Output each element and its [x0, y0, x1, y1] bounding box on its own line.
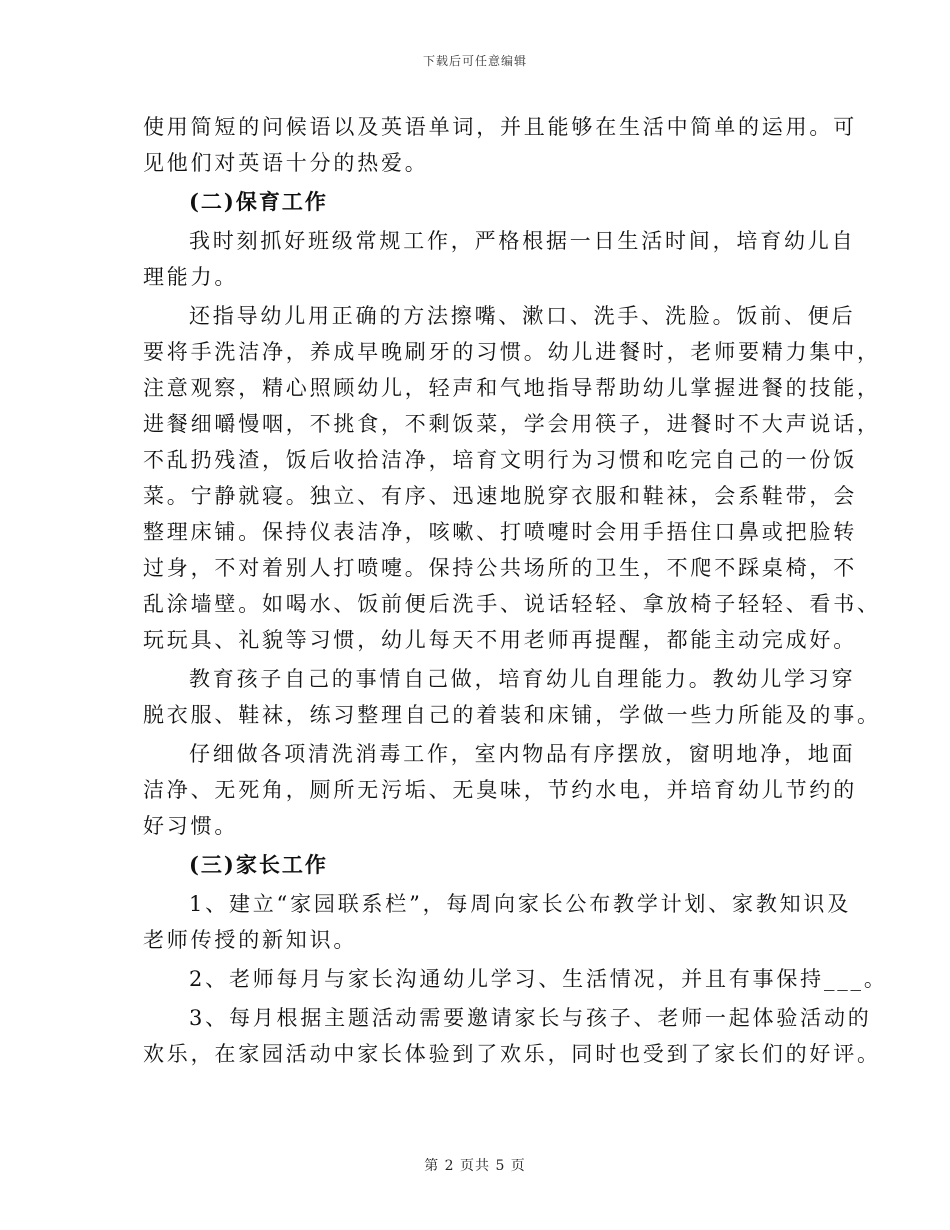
section-heading-parents: (三)家长工作	[189, 852, 328, 877]
body-line: 欢乐，在家园活动中家长体验到了欢乐，同时也受到了家长们的好评。	[143, 1042, 881, 1066]
list-item-2: 2、老师每月与家长沟通幼儿学习、生活情况，并且有事保持___。	[189, 967, 888, 991]
page-header: 下载后可任意编辑	[422, 54, 527, 68]
body-line: 洁净、无死角，厕所无污垢、无臭味，节约水电，并培育幼儿节约的	[143, 778, 857, 802]
body-line: 不乱扔残渣，饭后收拾洁净，培育文明行为习惯和吃完自己的一份饭	[143, 448, 857, 472]
body-line: 好习惯。	[143, 814, 239, 838]
body-line: 见他们对英语十分的热爱。	[143, 151, 429, 175]
body-line: 过身，不对着别人打喷嚏。保持公共场所的卫生，不爬不踩桌椅，不	[143, 556, 857, 580]
paragraph-start: 教育孩子自己的事情自己做，培育幼儿自理能力。教幼儿学习穿	[189, 667, 856, 691]
body-line: 菜。宁静就寝。独立、有序、迅速地脱穿衣服和鞋袜，会系鞋带，会	[143, 484, 857, 508]
body-line: 要将手洗洁净，养成早晚刷牙的习惯。幼儿进餐时，老师要精力集中，	[143, 340, 881, 364]
page-footer: 第 2 页共 5 页	[424, 1158, 526, 1174]
document-body	[143, 109, 888, 1072]
paragraph-start: 仔细做各项清洗消毒工作，室内物品有序摆放，窗明地净，地面	[189, 742, 856, 766]
list-item-1: 1、建立“家园联系栏”，每周向家长公布教学计划、家教知识及	[189, 892, 852, 916]
body-line: 进餐细嚼慢咽，不挑食，不剩饭菜，学会用筷子，进餐时不大声说话，	[143, 412, 881, 436]
body-line: 理能力。	[143, 265, 239, 289]
body-line: 乱涂墙壁。如喝水、饭前便后洗手、说话轻轻、拿放椅子轻轻、看书、	[143, 592, 881, 616]
body-line: 注意观察，精心照顾幼儿，轻声和气地指导帮助幼儿掌握进餐的技能，	[143, 376, 881, 400]
body-line: 玩玩具、礼貌等习惯，幼儿每天不用老师再提醒，都能主动完成好。	[143, 628, 857, 652]
paragraph-start: 我时刻抓好班级常规工作，严格根据一日生活时间，培育幼儿自	[189, 229, 856, 253]
body-line: 使用简短的问候语以及英语单词，并且能够在生活中简单的运用。可	[143, 115, 857, 139]
paragraph-start: 还指导幼儿用正确的方法擦嘴、漱口、洗手、洗脸。饭前、便后	[189, 304, 856, 328]
list-item-3: 3、每月根据主题活动需要邀请家长与孩子、老师一起体验活动的	[189, 1006, 872, 1030]
body-line: 整理床铺。保持仪表洁净，咳嗽、打喷嚏时会用手捂住口鼻或把脸转	[143, 520, 857, 544]
body-line: 老师传授的新知识。	[143, 928, 358, 952]
body-line: 脱衣服、鞋袜，练习整理自己的着装和床铺，学做一些力所能及的事。	[143, 703, 881, 727]
section-heading-care: (二)保育工作	[189, 189, 328, 214]
